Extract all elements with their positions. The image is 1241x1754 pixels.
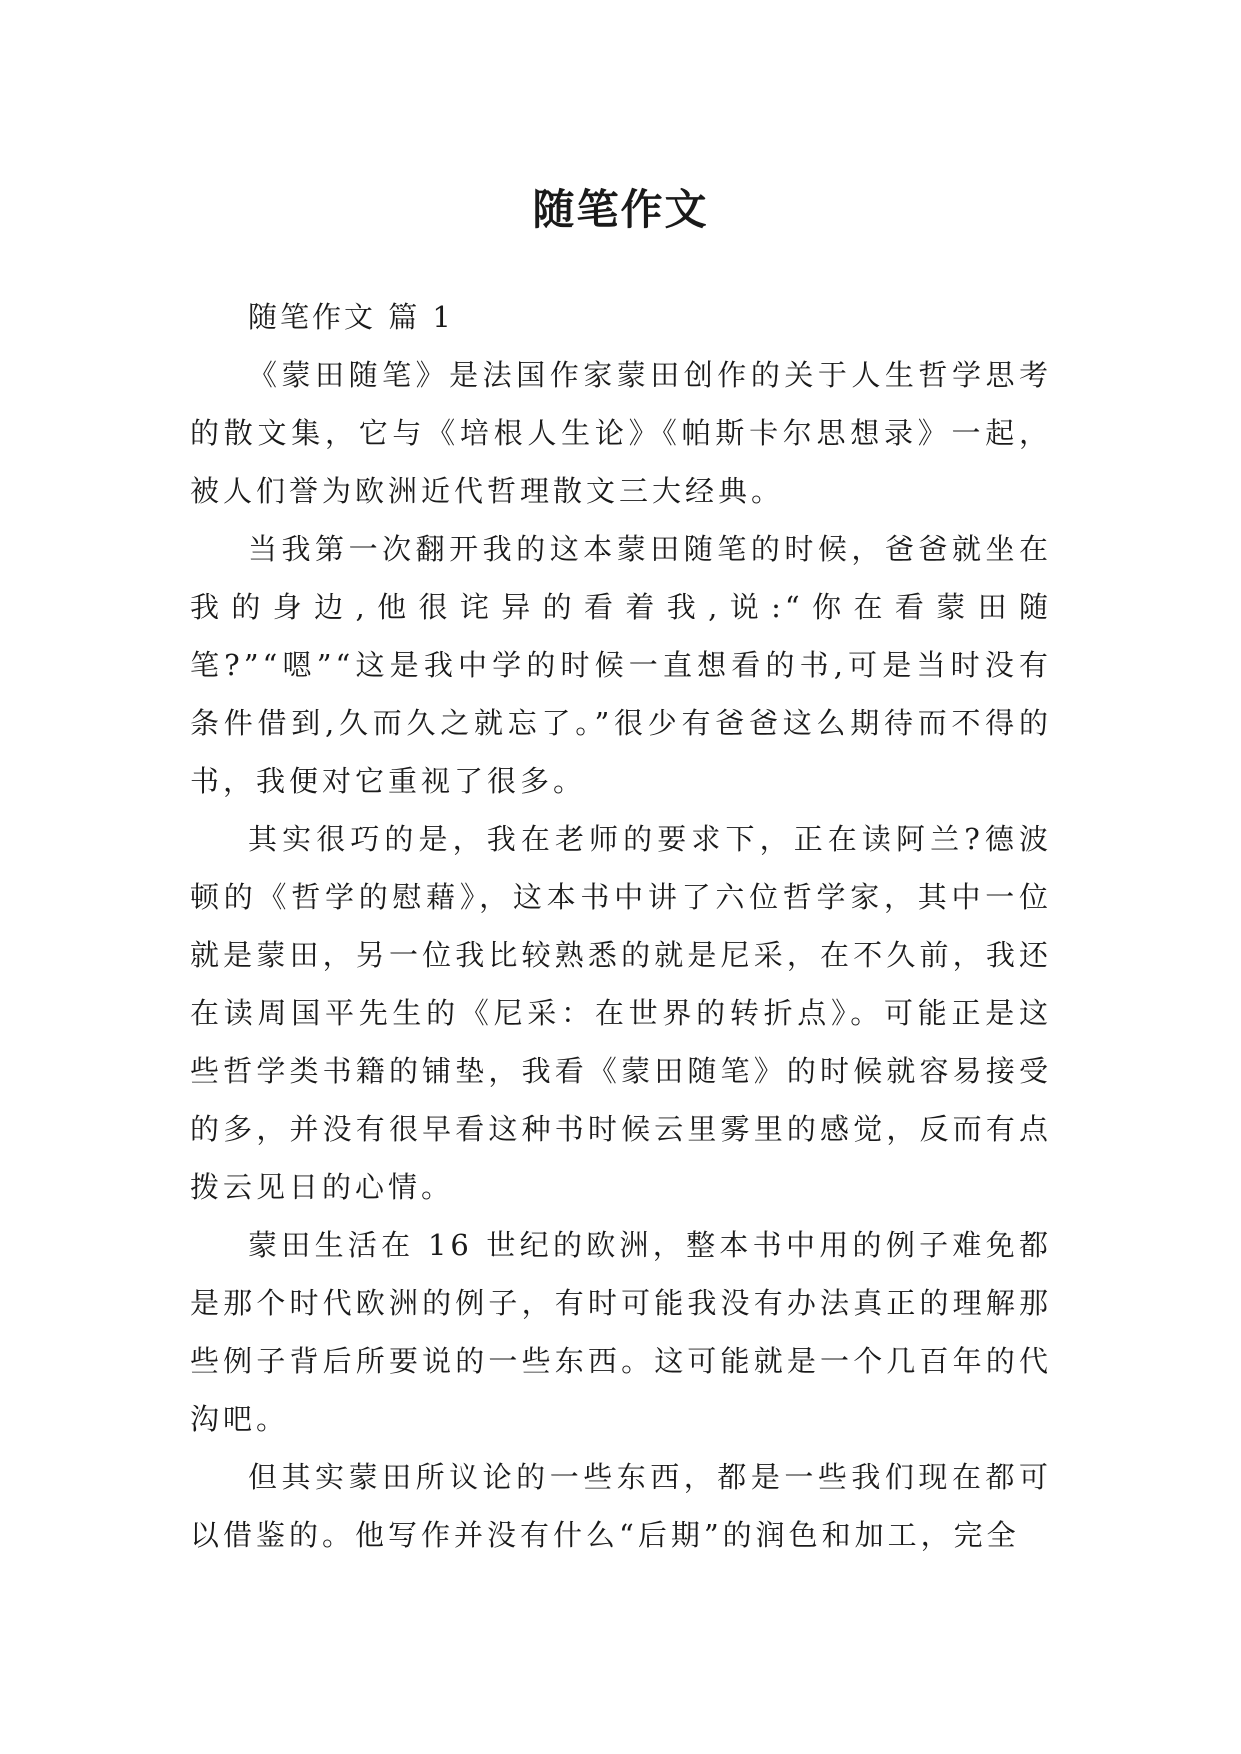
paragraph: 《蒙田随笔》是法国作家蒙田创作的关于人生哲学思考的散文集，它与《培根人生论》《帕斯卡尔思想录》一起，被人们誉为欧洲近代哲理散文三大经典。 <box>190 358 1052 508</box>
paragraph: 蒙田生活在 16 世纪的欧洲，整本书中用的例子难免都是那个时代欧洲的例子，有时可能我没有办法真正的理解那些例子背后所要说的一些东西。这可能就是一个几百年的代沟吧。 <box>190 1228 1052 1436</box>
paragraph: 当我第一次翻开我的这本蒙田随笔的时候，爸爸就坐在我的身边,他很诧异的看着我,说:“你在看蒙田随笔?”“嗯”“这是我中学的时候一直想看的书,可是当时没有条件借到,久而久之就忘了。”很少有爸爸这么期待而不得的书，我便对它重视了很多。 <box>190 532 1052 798</box>
document-title: 随笔作文 <box>532 185 709 235</box>
paragraph: 但其实蒙田所议论的一些东西，都是一些我们现在都可以借鉴的。他写作并没有什么“后期”的润色和加工，完全 <box>190 1460 1052 1552</box>
paragraph: 其实很巧的是，我在老师的要求下，正在读阿兰?德波顿的《哲学的慰藉》，这本书中讲了六位哲学家，其中一位就是蒙田，另一位我比较熟悉的就是尼采，在不久前，我还在读周国平先生的《尼采：在世界的转折点》。可能正是这些哲学类书籍的铺垫，我看《蒙田随笔》的时候就容易接受的多，并没有很早看这种书时候云里雾里的感觉，反而有点拨云见日的心情。 <box>190 822 1052 1204</box>
section-heading: 随笔作文 篇 1 <box>248 300 454 334</box>
document-body <box>190 288 1052 1564</box>
